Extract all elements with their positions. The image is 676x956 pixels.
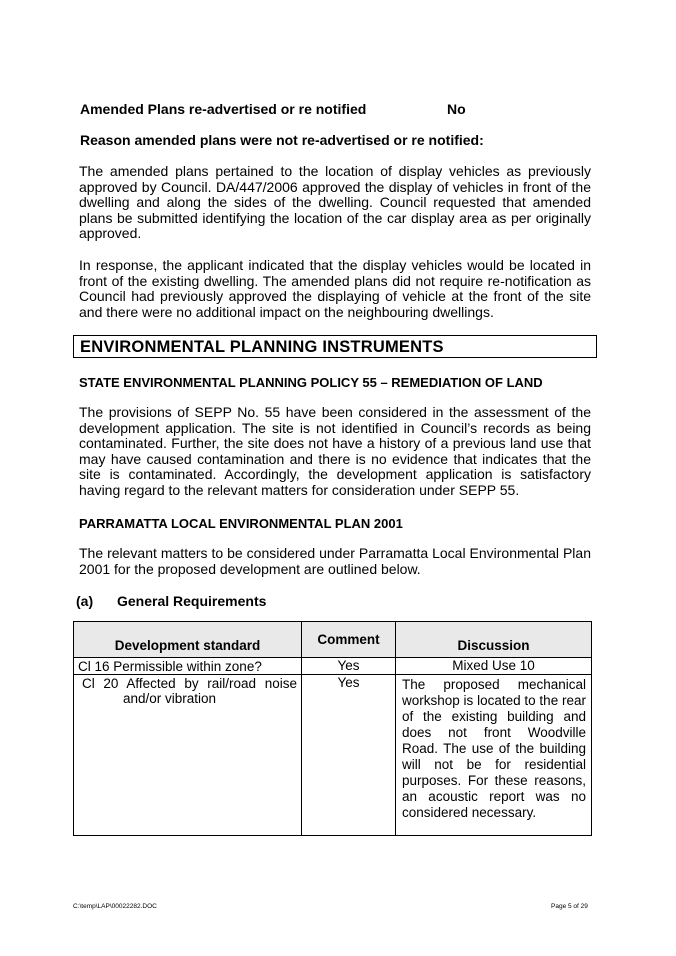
header-development-standard: Development standard	[74, 622, 302, 658]
footer-file-path: C:\temp\LAP\00022282.DOC	[73, 903, 157, 910]
cell-discussion: Mixed Use 10	[396, 658, 592, 675]
paragraph-amended-plans: The amended plans pertained to the location of display vehicles as previously approved by Council. DA/447/2006 approved the display of vehicles in front of the dwelling and along the sides of the dwelling. Council requested that amended plans be submitted identifying the location of the car display area as per originally approved.	[79, 163, 591, 242]
section-heading: ENVIRONMENTAL PLANNING INSTRUMENTS	[80, 338, 444, 356]
footer-page-number: Page 5 of 29	[551, 903, 588, 910]
sepp-paragraph: The provisions of SEPP No. 55 have been considered in the assessment of the development application. The site is not identified in Council’s records as being contaminated. Further, the site does not have a history of a previous land use that may have caused contamination and there is no evidence that indicates that the site is contaminated. Accordingly, the development application is satisfactory having regard to the relevant matters for consideration under SEPP 55.	[79, 404, 591, 498]
table-header-row	[74, 622, 592, 658]
lep-heading: PARRAMATTA LOCAL ENVIRONMENTAL PLAN 2001	[79, 516, 403, 531]
subsection-title: General Requirements	[117, 593, 267, 609]
cell-comment: Yes	[302, 675, 396, 836]
cell-comment: Yes	[302, 658, 396, 675]
paragraph-applicant-response: In response, the applicant indicated that the display vehicles would be located in front of the existing dwelling. The amended plans did not require re-notification as Council had previously approved the displaying of vehicle at the front of the site and there were no additional impact on the neighbouring dwellings.	[79, 257, 591, 320]
cell-standard: Cl 16 Permissible within zone?	[74, 658, 302, 675]
amended-plans-label: Amended Plans re-advertised or re notified	[80, 101, 367, 117]
sepp-heading: STATE ENVIRONMENTAL PLANNING POLICY 55 – REMEDIATION OF LAND	[79, 375, 543, 390]
table-row	[74, 675, 592, 836]
header-discussion: Discussion	[396, 622, 592, 658]
amended-plans-value: No	[447, 101, 466, 117]
header-comment: Comment	[302, 622, 396, 658]
cell-discussion: The proposed mechanical workshop is located to the rear of the existing building and does not front Woodville Road. The use of the building will not be for residential purposes. For these reasons, an acoustic report was no considered necessary.	[396, 675, 592, 836]
section-heading-underline	[73, 357, 596, 358]
lep-paragraph: The relevant matters to be considered under Parramatta Local Environmental Plan 2001 for the proposed development are outlined below.	[79, 545, 591, 577]
cell-standard: Cl 20 Affected by rail/road noise and/or vibration	[74, 675, 302, 836]
subsection-label: (a)	[76, 593, 94, 609]
table-row	[74, 658, 592, 675]
reason-heading: Reason amended plans were not re-advertised or re notified:	[80, 132, 484, 148]
general-requirements-table	[73, 621, 592, 836]
